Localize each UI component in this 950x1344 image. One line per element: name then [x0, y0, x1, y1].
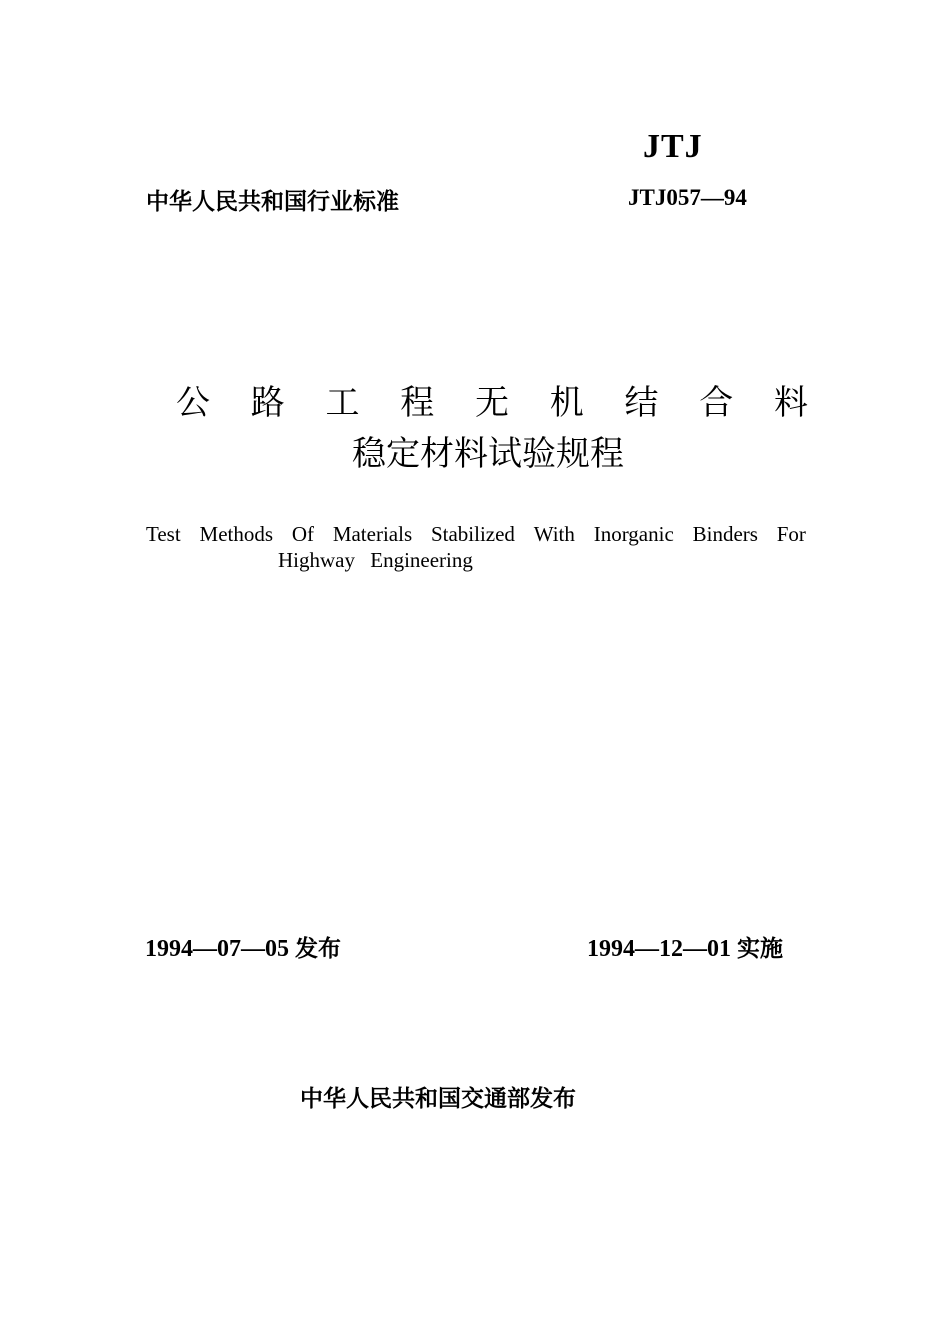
effective-date — [587, 930, 783, 963]
title-char: 机 — [549, 383, 584, 423]
english-title-word: Of — [291, 522, 314, 546]
issue-date — [145, 930, 341, 963]
title-char: 合 — [699, 383, 734, 423]
english-title-word: Stabilized — [430, 522, 515, 546]
title-char: 无 — [475, 383, 509, 423]
title-char: 工 — [325, 383, 360, 423]
english-title-word: Inorganic — [593, 522, 674, 546]
english-title-word: Methods — [199, 522, 274, 546]
effective-label: 实施 — [737, 936, 783, 962]
standard-number: JTJ057—94 — [628, 185, 747, 210]
issue-date-value: 1994—07—05 — [145, 936, 289, 962]
english-title-word: For — [776, 522, 806, 546]
english-title-line-1 — [146, 522, 806, 547]
english-title-word: Materials — [332, 522, 413, 546]
issue-label: 发布 — [295, 936, 341, 962]
english-title-word: With — [533, 522, 575, 546]
effective-date-value: 1994—12—01 — [587, 936, 731, 962]
title-char: 程 — [400, 383, 435, 423]
title-char: 结 — [624, 383, 659, 423]
title-line-2: 稳定材料试验规程 — [352, 434, 624, 474]
english-title-line-2: Highway Engineering — [278, 548, 473, 572]
title-line-1 — [176, 375, 808, 424]
publisher: 中华人民共和国交通部发布 — [300, 1086, 576, 1112]
title-char: 路 — [250, 383, 285, 423]
english-title-word: Test — [146, 522, 181, 546]
title-char: 料 — [774, 383, 808, 423]
title-char: 公 — [176, 383, 210, 423]
english-title-word: Binders — [692, 522, 758, 546]
code-mark: JTJ — [643, 128, 703, 165]
standard-type: 中华人民共和国行业标准 — [146, 189, 399, 215]
